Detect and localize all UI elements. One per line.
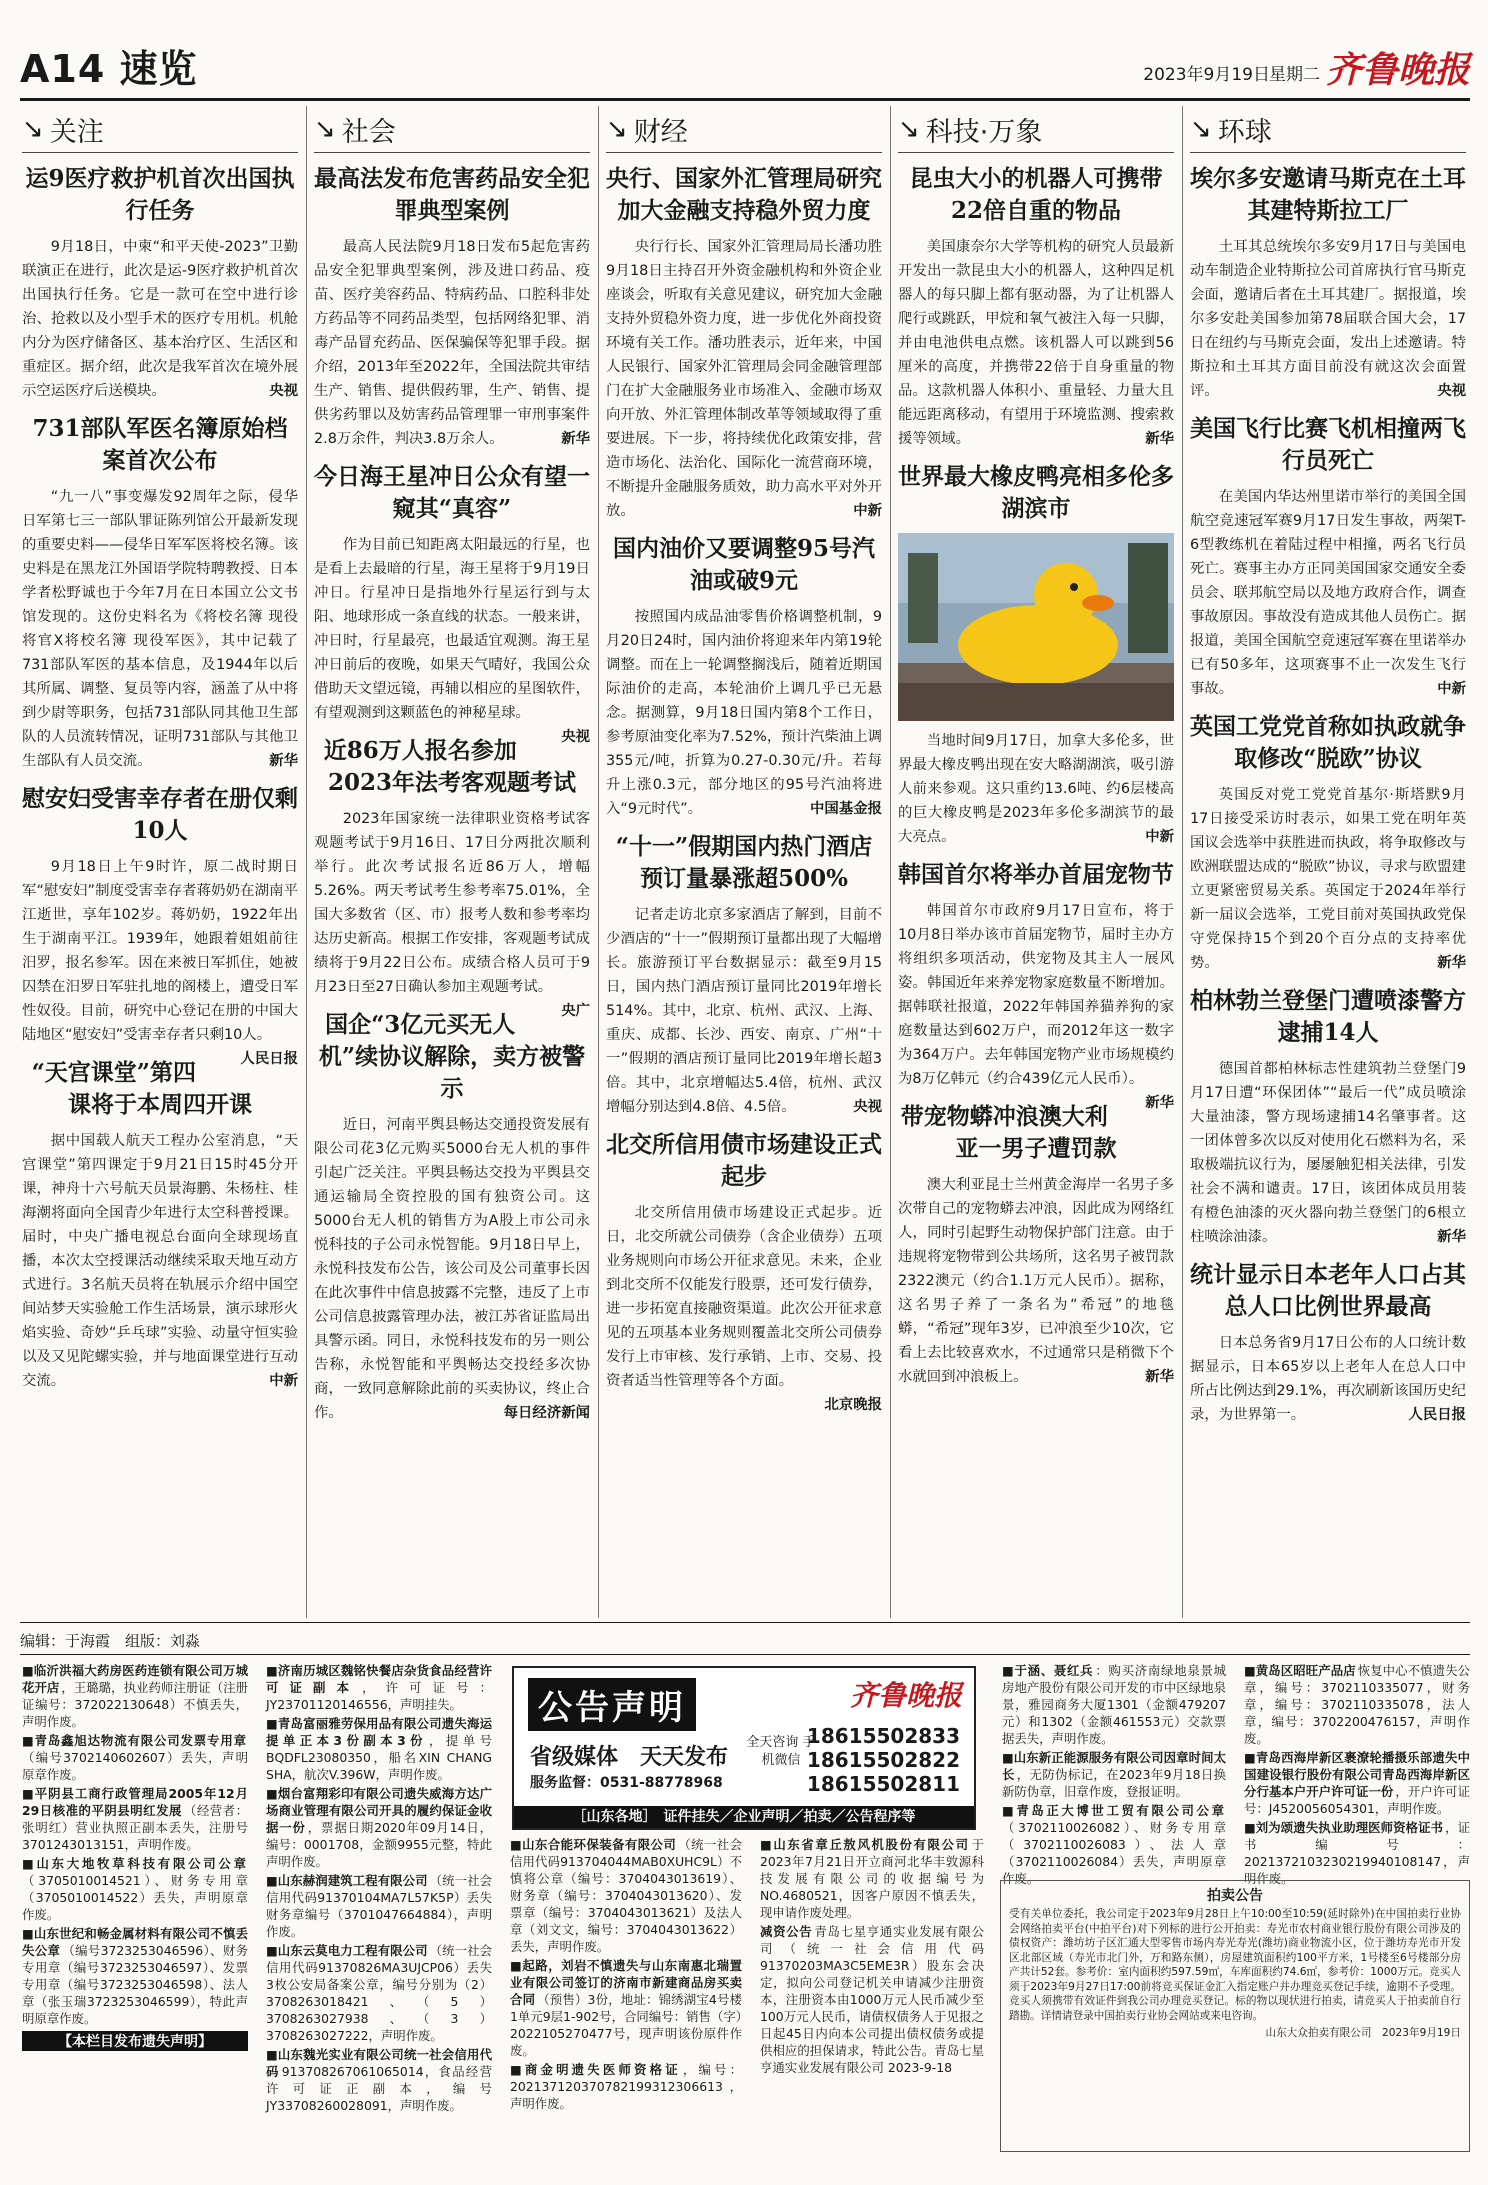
article-text: 2023年国家统一法律职业资格考试客观题考试于9月16日、17日分两批次顺利举行。此次考试报名近86万人，增幅5.26%。两天考试考生参考率75.01%，全国大多数省（区、市）报考人数和参考率均达历史新高。根据工作安排，客观题考试成绩将于9月22日公布。成绩合格人员可于9月23日至27日确认参加主观题考试。	[314, 811, 590, 995]
news-article	[898, 163, 1174, 451]
article-headline: 统计显示日本老年人口占其总人口比例世界最高	[1190, 1261, 1466, 1320]
news-article	[1190, 163, 1466, 403]
page-header	[20, 38, 1470, 96]
classified-notice	[510, 1957, 742, 2059]
news-article	[606, 163, 882, 523]
article-headline: 国内油价又要调整95号汽油或破9元	[612, 535, 875, 594]
notice-lead: ■商金明遗失医师资格证	[510, 2062, 681, 2077]
news-article	[22, 413, 298, 773]
article-source: 中新	[269, 1373, 298, 1389]
article-headline: 柏林勃兰登堡门遭喷漆警方逮捕14人	[1190, 987, 1466, 1046]
classified-notice	[1002, 1749, 1226, 1800]
article-source: 央视	[561, 729, 590, 745]
notice-lead: ■山东合能环保装备有限公司	[510, 1837, 677, 1852]
news-article	[898, 1101, 1174, 1389]
article-text: 日本总务省9月17日公布的人口统计数据显示，日本65岁以上老年人在总人口中所占比例达到29.1%，再次刷新该国历史纪录，为世界第一。	[1190, 1335, 1466, 1423]
classified-notice	[1002, 1802, 1226, 1887]
classified-notice	[1244, 1749, 1470, 1817]
column-divider	[598, 106, 599, 1618]
article-text: 在美国内华达州里诺市举行的美国全国航空竞速冠军赛9月17日发生事故，两架T-6型教练机在着陆过程中相撞，两名飞行员死亡。赛事主办方正同美国国家交通安全委员会、联邦航空局以及地方政府合作，调查事故原因。事故没有造成其他人员伤亡。据报道，美国全国航空竞速冠军赛在里诺举办已有50多年，这项赛事不止一次发生飞行事故。	[1190, 489, 1466, 697]
ad-title: 公告声明	[528, 1678, 696, 1731]
auction-sign: 山东大众拍卖有限公司 2023年9月19日	[1265, 2027, 1461, 2039]
news-column	[1190, 106, 1466, 1618]
article-source: 央视	[1437, 383, 1466, 399]
notice-text: ，票据日期2020年09月14日，编号：0001708，金额9955元整，特此声明作废。	[266, 1820, 492, 1869]
news-article	[1190, 1259, 1466, 1427]
news-article	[22, 163, 298, 403]
article-body	[22, 235, 298, 403]
article-source: 新华	[1437, 955, 1466, 971]
classified-notice	[266, 1662, 492, 1713]
news-article	[1190, 711, 1466, 975]
notice-text: （经营者：张明红）营业执照正副本丢失，注册号3701243013151，声明作废。	[22, 1803, 248, 1852]
article-headline: 国企“3亿元买无人机”续协议解除，卖方被警示	[318, 1011, 586, 1102]
announcement-ad	[512, 1666, 976, 1830]
notice-text: （统一社会信用代码91370826MA3UJCP06）丢失3枚公安局备案公章，编号分别为（2）3708263018421、（5）3708263027938、（3）3708263027222，声明作废。	[266, 1943, 492, 2043]
notice-column	[760, 1836, 984, 2156]
article-headline: 美国飞行比赛飞机相撞两飞行员死亡	[1190, 415, 1466, 474]
article-headline: 731部队军医名簿原始档案首次公布	[32, 415, 288, 474]
notice-lead: ■刘为颂遗失执业助理医师资格证书	[1244, 1820, 1444, 1835]
notice-text: （编号3723253046596）、财务专用章（编号3723253046597）、发票专用章（编号3723253046598）、法人章（张玉瑞3723253046599），特此声明原章作废。	[22, 1943, 248, 2026]
article-text: 记者走访北京多家酒店了解到，目前不少酒店的“十一”假期预订量都出现了大幅增长。旅游预订平台数据显示：截至9月15日，国内热门酒店预订量同比2019年增长514%。其中，北京、杭州、武汉、上海、重庆、成都、长沙、西安、南京、广州“十一”假期的酒店预订量同比2019年增长超3倍。其中，北京增幅达5.4倍，杭州、武汉增幅分别达到4.8倍、4.5倍。	[606, 907, 882, 1115]
column-heading	[314, 106, 590, 153]
notice-text: ，开户许可证号：J4520056054301，声明作废。	[1244, 1784, 1471, 1816]
article-source: 央视	[269, 383, 298, 399]
classified-notice	[22, 1925, 248, 2027]
news-article	[314, 163, 590, 451]
column-heading-label: 社会	[341, 116, 396, 148]
classified-notice	[1002, 1662, 1226, 1747]
article-source: 新华	[269, 753, 298, 769]
news-article	[314, 735, 590, 1019]
notice-lead: ■黄岛区昭旺产品店	[1244, 1663, 1356, 1678]
article-headline: 运9医疗救护机首次出国执行任务	[25, 165, 295, 224]
notice-lead: ■山东世纪和畅金属材料有限公司不慎丢失公章	[22, 1926, 248, 1958]
article-body	[314, 1113, 590, 1425]
notice-lead: ■山东省章丘敖风机股份有限公司	[760, 1837, 970, 1852]
notice-text: （编号3702140602607）丢失，声明原章作废。	[22, 1750, 248, 1782]
notice-lead: ■平阴县工商行政管理局2005年12月29日核准的平阴县明红发展	[22, 1786, 248, 1818]
article-headline: 央行、国家外汇管理局研究加大金融支持稳外贸力度	[606, 165, 882, 224]
article-headline: “天宫课堂”第四课将于本周四开课	[31, 1059, 252, 1118]
article-source: 新华	[561, 431, 590, 447]
ad-phone: 18615502811	[806, 1772, 960, 1796]
article-headline: 英国工党党首称如执政就争取修改“脱欧”协议	[1190, 713, 1466, 772]
article-source: 新华	[1145, 431, 1174, 447]
notice-text: ，王璐璐，执业药师注册证（注册证编号：372022130648）不慎丢失，声明作废。	[22, 1680, 249, 1729]
notice-lead: ■青岛鑫旭达物流有限公司发票专用章	[22, 1733, 246, 1748]
column-heading	[606, 106, 882, 153]
article-text: 当地时间9月17日，加拿大多伦多，世界最大橡皮鸭出现在安大略湖湖滨，吸引游人前来参观。这只重约13.6吨、约6层楼高的巨大橡皮鸭是2023年多伦多湖滨节的最大亮点。	[898, 733, 1174, 845]
news-article	[1190, 413, 1466, 701]
ad-hotline: 服务监督：0531-88778968	[530, 1775, 723, 1791]
article-source: 中国基金报	[810, 801, 882, 817]
ad-label: 全天咨询 手机微信	[746, 1735, 816, 1768]
notice-text: （统一社会信用代码91370104MA7L57K5P）丢失财务章编号（3701047664884），声明作废。	[266, 1873, 492, 1939]
article-text: 澳大利亚昆士兰州黄金海岸一名男子多次带自己的宠物蟒去冲浪，因此成为网络红人，同时引起野生动物保护部门注意。由于违规将宠物带到公共场所，这名男子被罚款2322澳元（约合1.1万元人民币）。据称，这名男子养了一条名为“希冠”的地毯蟒，“希冠”现年3岁，已冲浪至少10次，它看上去比较喜欢水，不过通常只是稍微下个水就回到冲浪板上。	[898, 1177, 1174, 1385]
article-headline: 慰安妇受害幸存者在册仅剩10人	[22, 785, 298, 844]
header-rule	[20, 98, 1470, 101]
section-arrow-icon: ↘	[898, 114, 920, 144]
article-body	[314, 235, 590, 451]
article-source: 人民日报	[240, 1051, 298, 1067]
notice-lead: ■烟台富翔彩印有限公司遗失威海方达广场商业管理有限公司开具的履约保证金收据一份	[266, 1786, 492, 1835]
article-body	[1190, 783, 1466, 975]
section-arrow-icon: ↘	[314, 114, 336, 144]
notice-text: 913708267061065014，食品经营许可证正副本，编号JY33708260028091，声明作废。	[266, 2064, 492, 2113]
article-body	[898, 899, 1174, 1111]
classified-notice	[266, 1942, 492, 2044]
article-headline: 带宠物蟒冲浪澳大利亚一男子遭罚款	[900, 1103, 1117, 1162]
notice-text: （统一社会信用代码913704044MAB0XUHC9L）不慎将公章（编号：3704043013619）、财务章（编号：3704043013620）、发票章（编号：3704043013621）及法人章（刘文文，编号：3704043013622）丢失，声明作废。	[510, 1837, 743, 1954]
article-text: “九一八”事变爆发92周年之际，侵华日军第七三一部队罪证陈列馆公开最新发现的重要史料——侵华日军军医将校名簿。该史料是在黑龙江外国语学院特聘教授、日本学者松野诚也于今年7月在日本国立公文书馆发现的。这份史料名为《将校名簿 现役将官X将校名簿 现役军医》，其中记载了731部队军医的基本信息，及1944年以后其所属、调整、复员等内容，涵盖了从中将到少尉等职务，包括731部队同其他卫生部队的人员流转情况，证明731部队与其他卫生部队有人员交流。	[22, 489, 298, 769]
classified-notice	[760, 1923, 984, 2076]
article-source: 新华	[1437, 1229, 1466, 1245]
notice-text: （预售）3份，地址：锦绣湖宝4号楼1单元9层1-902号，合同编号：销售（字）2022105270477号，现声明该份原件作废。	[510, 1992, 742, 2058]
article-headline: 昆虫大小的机器人可携带22倍自重的物品	[909, 165, 1163, 224]
notice-lead: ■青岛正大博世工贸有限公司公章	[1002, 1803, 1224, 1818]
classified-notice	[266, 1715, 492, 1783]
article-body	[898, 1173, 1174, 1389]
article-text: 9月18日，中柬“和平天使-2023”卫勤联演正在进行，此次是运-9医疗救护机首次出国执行任务。它是一款可在空中进行诊治、抢救以及小型手术的医疗专用机。机舱内分为医疗储备区、基本治疗区、生活区和重症区。据介绍，此次是我军首次在境外展示空运医疗后送模块。	[22, 239, 298, 399]
article-body	[1190, 235, 1466, 403]
column-divider	[306, 106, 307, 1618]
notice-lead: ■起路，刘岩不慎遗失与山东南惠北瑞置业有限公司签订的济南市新建商品房买卖合同	[510, 1958, 742, 2007]
notice-lead: ■山东魏光实业有限公司统一社会信用代码	[266, 2047, 492, 2079]
notice-lead: 减资公告	[760, 1924, 813, 1939]
article-headline: 世界最大橡皮鸭亮相多伦多湖滨市	[898, 463, 1174, 522]
article-body	[1190, 1331, 1466, 1427]
article-source: 央视	[853, 1099, 882, 1115]
notice-text: （3702110026082）、财务专用章（3702110026083）、法人章（3702110026084）丢失，声明原章作废。	[1002, 1820, 1226, 1886]
notice-text: ，无防伪标记，在2023年9月18日换新防伪章，旧章作废，登报证明。	[1002, 1767, 1227, 1799]
classified-notice	[1244, 1819, 1470, 1887]
ad-slogan: 省级媒体 天天发布	[530, 1745, 729, 1770]
article-headline: 最高法发布危害药品安全犯罪典型案例	[314, 165, 590, 224]
article-body	[314, 533, 590, 745]
article-text: 土耳其总统埃尔多安9月17日与美国电动车制造企业特斯拉公司首席执行官马斯克会面，邀请后者在土耳其建厂。据报道，埃尔多安赴美国参加第78届联合国大会，17日在纽约与马斯克会面，发出上述邀请。特斯拉和土耳其方面目前没有就这次会面置评。	[1190, 239, 1466, 399]
article-body	[1190, 485, 1466, 701]
column-heading	[22, 106, 298, 153]
notice-text: ，提单号BQDFL23080350，船名XIN CHANG SHA，航次V.396W，声明作废。	[266, 1733, 492, 1782]
article-headline: 今日海王星冲日公众有望一窥其“真容”	[314, 463, 590, 522]
article-text: 近日，河南平舆县畅达交通投资发展有限公司花3亿元购买5000台无人机的事件引起广泛关注。平舆县畅达交投为平舆县交通运输局全资控股的国有独资公司。这5000台无人机的销售方为A股上市公司永悦科技的子公司永悦智能。9月18日早上，永悦科技发布公告，该公司及公司董事长因在此次事件中信息披露不完整，违反了上市公司信息披露管理办法，被江苏省证监局出具警示函。同日，永悦科技发布的另一则公告称，永悦智能和平舆畅达交投经多次协商，一致同意解除此前的买卖协议，终止合作。	[314, 1117, 590, 1421]
classified-notice	[266, 1872, 492, 1940]
classified-notice	[1244, 1662, 1470, 1747]
notice-text: 恢复中心不慎遗失公章，编号：3702110335077，财务章，编号：3702110335078，法人章，编号：3702200476157，声明作废。	[1244, 1663, 1470, 1746]
notice-column	[1244, 1662, 1471, 1886]
ad-phone: 18615502833	[806, 1724, 960, 1748]
article-text: 韩国首尔市政府9月17日宣布，将于10月8日举办该市首届宠物节，届时主办方将组织多项活动，供宠物及其主人一展风姿。韩国近年来养宠物家庭数量不断增加。据韩联社报道，2022年韩国养猫养狗的家庭数量达到602万户，而2012年这一数字为364万户。去年韩国宠物产业市场规模约为8万亿韩元（约合439亿元人民币）。	[898, 903, 1174, 1087]
section-arrow-icon: ↘	[22, 114, 44, 144]
article-body	[606, 235, 882, 523]
notice-text: ，许可证号：JY23701120146556，声明挂失。	[266, 1680, 493, 1712]
news-article	[314, 461, 590, 745]
article-source: 北京晚报	[824, 1397, 882, 1413]
page-date: 2023年9月19日	[1143, 65, 1270, 85]
article-source: 每日经济新闻	[503, 1405, 590, 1421]
article-headline: 埃尔多安邀请马斯克在土耳其建特斯拉工厂	[1190, 165, 1466, 224]
notice-lead: ■于涵、聂红兵	[1002, 1663, 1094, 1678]
article-source: 央广	[561, 1003, 590, 1019]
column-divider	[890, 106, 891, 1618]
column-heading	[1190, 106, 1466, 153]
article-headline: 近86万人报名参加2023年法考客观题考试	[323, 737, 576, 796]
article-source: 中新	[853, 503, 882, 519]
article-body	[606, 1201, 882, 1413]
news-article	[606, 1129, 882, 1413]
ad-logo: 齐鲁晚报	[849, 1679, 962, 1712]
news-column	[898, 106, 1174, 1618]
notice-text: ，证书编号：2021372103230219940108147，声明作废。	[1244, 1820, 1471, 1886]
notice-lead: ■山东赫润建筑工程有限公司	[266, 1873, 428, 1888]
notice-text: 于2023年7月21日开立商河北华丰敦源科技发展有限公司的收据编号为NO.4680521，因客户原因不慎丢失，现申请作废处理。	[760, 1837, 984, 1920]
classified-notice	[266, 1785, 492, 1870]
article-text: 英国反对党工党党首基尔·斯塔默9月17日接受采访时表示，如果工党在明年英国议会选举中获胜进而执政，将争取修改与欧洲联盟达成的“脱欧”协议，寻求与欧盟建立更紧密贸易关系。英国定于2024年举行新一届议会选举，工党目前对英国执政党保守党保持15个到20个百分点的支持率优势。	[1190, 787, 1466, 971]
section-arrow-icon: ↘	[606, 114, 628, 144]
article-text: 美国康奈尔大学等机构的研究人员最新开发出一款昆虫大小的机器人，这种四足机器人的每只脚上都有驱动器，为了让机器人爬行或跳跃，甲烷和氧气被注入每一只脚，并由电池供电点燃。该机器人可以跳到56厘米的高度，并携带22倍于自身重量的物品。这款机器人体积小、重量轻、力量大且能远距离移动，有望用于环境监测、搜索救援等领域。	[898, 239, 1174, 447]
notice-column	[22, 1662, 248, 2156]
auction-notice	[1000, 1880, 1470, 2152]
article-source: 新华	[1145, 1369, 1174, 1385]
column-heading-label: 科技·万象	[925, 116, 1043, 148]
classified-notice	[22, 1785, 248, 1853]
ad-phones	[807, 1724, 960, 1796]
news-article	[898, 461, 1174, 849]
article-headline: 北交所信用债市场建设正式起步	[606, 1131, 882, 1190]
notice-rule	[20, 1654, 1470, 1655]
notice-lead: ■青岛西海岸新区裹潦轮播摄乐部遗失中国建设银行股份有限公司青岛西海岸新区分行基本户开户许可证一份	[1244, 1750, 1470, 1799]
article-body	[22, 1129, 298, 1393]
notice-lead: ■山东新正能源服务有限公司因章时间太长	[1002, 1750, 1226, 1782]
notice-lead: ■山东云莫电力工程有限公司	[266, 1943, 428, 1958]
auction-body: 受有关单位委托，我公司定于2023年9月28日上午10:00至10:59(延时除外)在中国拍卖行业协会网络拍卖平台(中拍平台)对下列标的进行公开拍卖：寿光市农村商业银行股份有限公司涉及的债权资产：潍坊坊子区汇通大型零售市场内寿光寿光(潍坊)商业物流小区，位于潍坊寿光市开发区北部区域（寿光市北门外，万和路东侧），房屋建筑面积约100平方米，1号楼至6号楼部分房产共计52套。参考价：室内面积约597.59㎡，车库面积约74.6㎡，参考价：1000万元。竞买人须于2023年9月27日17:00前将竞买保证金汇入指定账户并办理竞买登记手续，逾期不予受理。竞买人须携带有效证件到我公司办理竞买登记。标的物以现状进行拍卖，请竞买人于拍卖前自行踏勘。详情请登录中国拍卖行业协会网站或来电咨询。	[1009, 1908, 1461, 2022]
column-heading-label: 关注	[49, 116, 104, 148]
section-arrow-icon: ↘	[1190, 114, 1212, 144]
classified-notice	[22, 1662, 248, 1730]
page-number: A14 速览	[20, 47, 198, 91]
notice-text: ，编号：202137120370782199312306613，声明作废。	[510, 2062, 742, 2111]
ad-phone: 18615502822	[806, 1748, 960, 1772]
article-body	[1190, 1057, 1466, 1249]
page-weekday: 星期二	[1269, 65, 1320, 85]
newspaper-logo: 齐鲁晚报	[1325, 49, 1470, 91]
article-text: 9月18日上午9时许，原二战时期日军“慰安妇”制度受害幸存者蒋奶奶在湖南平江逝世，享年102岁。蒋奶奶，1922年出生于湖南平江。1939年，她跟着姐姐前往汨罗，报名参军。因在来被日军抓住，她被囚禁在汨罗日军驻扎地的阁楼上，遭受日军性奴役。目前，研究中心登记在册的中国大陆地区“慰安妇”受害幸存者只剩10人。	[22, 859, 298, 1043]
notice-text: （3705010014521）、财务专用章（3705010014522）丢失，声明原章作废。	[22, 1873, 248, 1922]
auction-title: 拍卖公告	[1207, 1888, 1263, 1904]
article-body	[606, 903, 882, 1119]
article-text: 据中国载人航天工程办公室消息，“天宫课堂”第四课定于9月21日15时45分开课，神舟十六号航天员景海鹏、朱杨柱、桂海潮将面向全国青少年进行太空科普授课。届时，中央广播电视总台面向全球现场直播，本次太空授课活动继续采取天地互动方式进行。3名航天员将在轨展示介绍中国空间站梦天实验舱工作生活场景，演示球形火焰实验、奇妙“乒乓球”实验、动量守恒实验以及又见陀螺实验，并与地面课堂进行互动交流。	[22, 1133, 298, 1389]
column-heading-label: 环球	[1217, 116, 1272, 148]
classified-notice	[510, 2061, 742, 2112]
notice-text: 青岛七星亨通实业发展有限公司（统一社会信用代码91370203MA3C5EME3R）股东会决定，拟向公司登记机关申请减少注册资本，注册资本由1000万元人民币减少至100万元人民币，请债权债务人于见报之日起45日内向本公司提出债权债务或提供相应的担保请求，特此公告。青岛七星亨通实业发展有限公司 2023-9-18	[760, 1924, 985, 2075]
news-article	[606, 533, 882, 821]
notice-column	[510, 1836, 742, 2156]
editor-credits: 编辑：于海霞 组版：刘淼	[20, 1632, 201, 1650]
classified-notice	[22, 1855, 248, 1923]
column-heading-label: 财经	[633, 116, 688, 148]
classified-notice	[266, 2046, 492, 2114]
column-divider	[1182, 106, 1183, 1618]
article-headline: 韩国首尔将举办首届宠物节	[898, 861, 1174, 888]
notice-column	[266, 1662, 492, 2156]
article-body	[22, 855, 298, 1067]
article-text: 央行行长、国家外汇管理局局长潘功胜9月18日主持召开外资金融机构和外资企业座谈会，听取有关意见建议，研究加大金融支持外贸稳外资力度，进一步优化外商投资环境有关工作。潘功胜表示，近年来，中国人民银行、国家外汇管理局会同金融管理部门在扩大金融服务业市场准入、金融市场双向开放、外汇管理体制改革等领域取得了重要进展。下一步，将持续优化政策安排，营造市场化、法治化、国际化一流营商环境，不断提升金融服务质效，助力高水平对外开放。	[606, 239, 882, 519]
notice-column	[1002, 1662, 1227, 1886]
notice-lead: ■山东大地牧草科技有限公司公章	[22, 1856, 246, 1871]
article-body	[898, 729, 1174, 849]
classified-notice	[22, 1732, 248, 1783]
article-text: 作为目前已知距离太阳最远的行星，也是看上去最暗的行星，海王星将于9月19日冲日。行星冲日是指地外行星运行到与太阳、地球形成一条直线的状态。一般来讲，冲日时，行星最亮，也最适宜观测。海王星冲日前后的夜晚，如果天气晴好，我国公众借助天文望远镜，再辅以相应的星图软件，有望观测到这颗蓝色的神秘星球。	[314, 537, 590, 721]
article-text: 北交所信用债市场建设正式起步。近日，北交所就公司债券（含企业债券）五项业务规则向市场公开征求意见。未来，企业到北交所不仅能发行股票，还可发行债券，进一步拓宽直接融资渠道。此次公开征求意见的五项基本业务规则覆盖北交所公司债券发行上市审核、发行承销、上市、交易、投资者适当性管理等各个方面。	[606, 1205, 882, 1389]
content-rule	[20, 1622, 1470, 1623]
article-body	[314, 807, 590, 1019]
article-source: 中新	[1437, 681, 1466, 697]
lost-notice-banner: 【本栏目发布遗失声明】	[22, 2031, 248, 2051]
news-article	[22, 1057, 298, 1393]
news-column	[22, 106, 298, 1618]
article-body	[898, 235, 1174, 451]
classified-notice	[760, 1836, 984, 1921]
notice-lead: ■青岛富丽雅劳保用品有限公司遗失海运提单正本3份副本3份	[266, 1716, 492, 1748]
article-text: 最高人民法院9月18日发布5起危害药品安全犯罪典型案例，涉及进口药品、疫苗、医疗美容药品、特病药品、口腔科非处方药品等不同药品类型，包括网络犯罪、消毒产品冒充药品、医保骗保等犯罪手段。据介绍，2013年至2022年，全国法院共审结生产、销售、提供假药罪，生产、销售、提供劣药罪以及妨害药品管理罪一审刑事案件2.8万余件，判决3.8万余人。	[314, 239, 590, 447]
article-source: 人民日报	[1408, 1407, 1466, 1423]
news-column	[314, 106, 590, 1618]
news-article	[22, 783, 298, 1067]
article-body	[606, 605, 882, 821]
ad-categories: ［山东各地］ 证件挂失／企业声明／拍卖／公告程序等	[514, 1806, 974, 1828]
notice-lead: ■济南历城区魏铭快餐店杂货食品经营许可证副本	[266, 1663, 492, 1695]
article-source: 新华	[1145, 1095, 1174, 1111]
news-column	[606, 106, 882, 1618]
article-source: 中新	[1145, 829, 1174, 845]
article-headline: “十一”假期国内热门酒店预订量暴涨超500%	[615, 833, 873, 892]
article-text: 按照国内成品油零售价格调整机制，9月20日24时，国内油价将迎来年内第19轮调整。而在上一轮调整搁浅后，随着近期国际油价的走高，本轮油价上调几乎已无悬念。据测算，9月18日国内第8个工作日，参考原油变化率为7.52%，预计汽柴油上调355元/吨，折算为0.27-0.30元/升。若每升上涨0.3元，部分地区的95号汽油将进入“9元时代”。	[606, 609, 882, 817]
news-article	[1190, 985, 1466, 1249]
article-body	[22, 485, 298, 773]
article-text: 德国首都柏林标志性建筑勃兰登堡门9月17日遭“环保团体”“最后一代”成员喷涂大量油漆，警方现场逮捕14名肇事者。这一团体曾多次以反对使用化石燃料为名，采取极端抗议行为，屡屡触犯相关法律，引发社会不满和谴责。17日，该团体成员用装有橙色油漆的灭火器向勃兰登堡门的6根立柱喷涂油漆。	[1190, 1061, 1466, 1245]
news-article	[898, 859, 1174, 1111]
notice-lead: ■临沂洪福大药房医药连锁有限公司万城花开店	[22, 1663, 248, 1695]
news-article	[314, 1009, 590, 1425]
column-heading	[898, 106, 1174, 153]
news-article	[606, 831, 882, 1119]
classified-notice	[510, 1836, 742, 1955]
rubber-duck-photo	[898, 533, 1174, 721]
notice-text: ：购买济南绿地泉景城房地产股份有限公司开发的市中区绿地泉景，雅园商务大厦1301（金额479207元）和1302（金额461553元）交款票据丢失，声明作废。	[1002, 1663, 1227, 1746]
